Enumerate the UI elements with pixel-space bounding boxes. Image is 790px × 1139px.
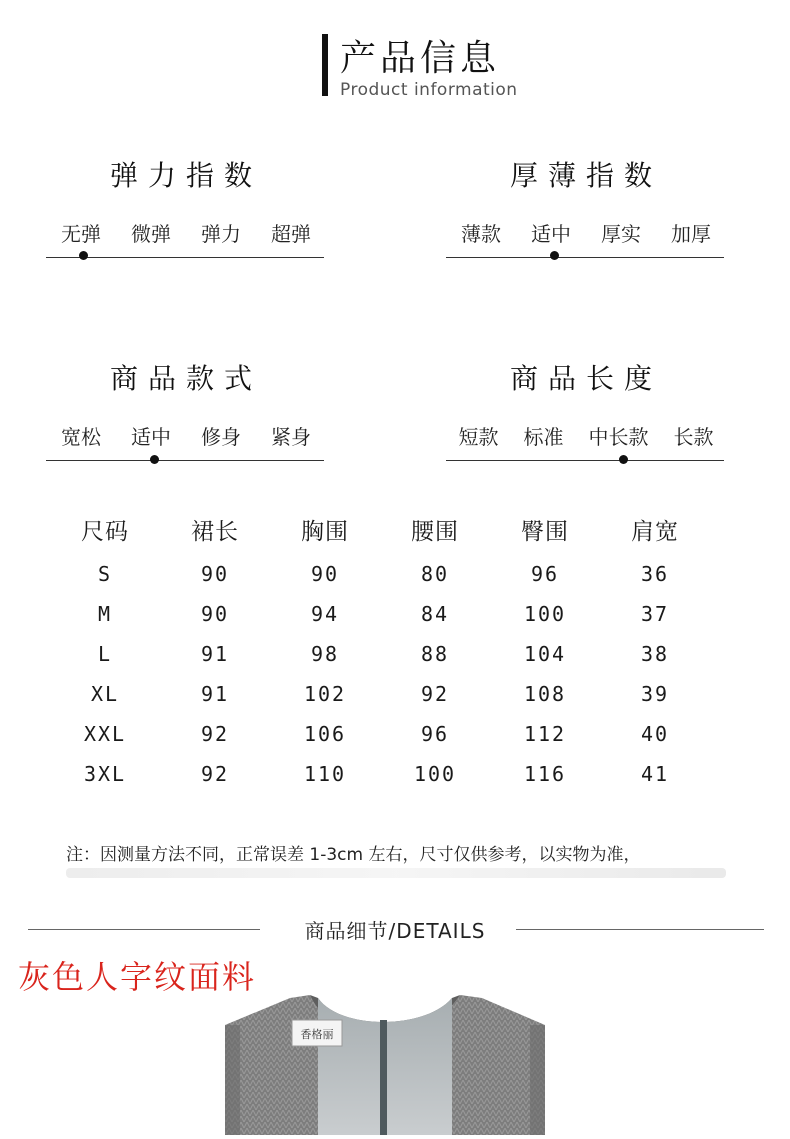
table-cell: 104 [523,642,567,666]
vest-illustration [220,990,550,1135]
scale-label: 厚实 [601,222,641,246]
scale-label: 无弹 [61,222,101,246]
table-header-cell: 臀围 [521,519,569,545]
blurred-text-line [66,868,726,878]
length-title: 商品长度 [509,362,662,395]
table-cell: 100 [413,762,457,786]
brand-tag-text: 香格丽 [300,1028,334,1041]
length-labels [446,421,726,450]
length-scale [446,353,726,461]
table-cell: 112 [523,722,567,746]
scale-label: 宽松 [61,425,101,449]
scale-label: 短款 [458,425,499,449]
table-cell: 108 [523,682,567,706]
fabric-label: 灰色人字纹面料 [18,958,257,996]
scale-line [46,460,324,461]
scale-line [446,460,724,461]
table-cell: 39 [640,682,670,706]
table-cell: 92 [200,762,230,786]
table-cell: 80 [420,562,450,586]
scale-label: 加厚 [671,222,711,246]
page-title: 产品信息 [340,38,501,79]
table-cell: 88 [420,642,450,666]
table-cell: 92 [420,682,450,706]
style-title: 商品款式 [109,362,262,395]
table-cell: 90 [200,602,230,626]
table-body [50,554,750,794]
table-cell: 90 [200,562,230,586]
table-row [50,554,750,594]
table-cell: 37 [640,602,670,626]
title-accent-bar [322,34,328,96]
table-cell: 96 [420,722,450,746]
table-cell: 38 [640,642,670,666]
table-cell: 110 [303,762,347,786]
table-cell: 40 [640,722,670,746]
table-cell: 3XL [83,762,127,786]
scale-label: 弹力 [201,222,241,246]
thickness-labels [446,218,726,247]
table-cell: M [97,602,113,626]
table-cell: 91 [200,642,230,666]
thickness-scale [446,150,726,258]
zipper [380,1020,387,1135]
measurement-note: 注：因测量方法不同，正常误差 1-3cm 左右，尺寸仅供参考，以实物为准， [66,845,641,865]
table-header-cell: 腰围 [411,519,459,545]
table-cell: 116 [523,762,567,786]
scale-label: 超弹 [271,222,311,246]
scale-label: 中长款 [588,425,649,449]
elasticity-title: 弹力指数 [109,159,262,192]
elasticity-scale [46,150,326,258]
table-cell: 106 [303,722,347,746]
table-cell: 90 [310,562,340,586]
garment-photo [220,990,550,1135]
scale-indicator-dot [550,251,559,260]
scale-label: 修身 [201,425,241,449]
table-cell: 100 [523,602,567,626]
scale-label: 适中 [131,425,171,449]
scale-label: 紧身 [271,425,311,449]
style-labels [46,421,326,450]
table-cell: XXL [83,722,127,746]
size-table [50,510,750,794]
scale-indicator-dot [79,251,88,260]
scale-label: 薄款 [461,222,501,246]
details-heading: 商品细节/DETAILS [304,919,486,943]
table-cell: L [97,642,113,666]
style-scale [46,353,326,461]
scale-label: 长款 [673,425,714,449]
table-header-cell: 胸围 [301,519,349,545]
table-cell: XL [90,682,120,706]
table-header-row [50,510,750,554]
details-divider-right [516,929,764,930]
scale-label: 微弹 [131,222,171,246]
table-cell: 36 [640,562,670,586]
thickness-title: 厚薄指数 [509,159,662,192]
scale-label: 标准 [523,425,564,449]
table-row [50,634,750,674]
table-cell: S [97,562,113,586]
table-row [50,754,750,794]
table-cell: 91 [200,682,230,706]
table-cell: 102 [303,682,347,706]
table-header-cell: 裙长 [191,519,239,545]
page-subtitle: Product information [340,80,518,100]
table-header-cell: 肩宽 [631,519,679,545]
scale-line [446,257,724,258]
scale-indicator-dot [619,455,628,464]
table-row [50,594,750,634]
table-row [50,674,750,714]
scale-label: 适中 [531,222,571,246]
table-cell: 92 [200,722,230,746]
table-cell: 98 [310,642,340,666]
table-header-cell: 尺码 [81,519,129,545]
table-cell: 94 [310,602,340,626]
table-cell: 84 [420,602,450,626]
scale-indicator-dot [150,455,159,464]
details-divider-left [28,929,260,930]
table-cell: 41 [640,762,670,786]
elasticity-labels [46,218,326,247]
table-cell: 96 [530,562,560,586]
table-row [50,714,750,754]
